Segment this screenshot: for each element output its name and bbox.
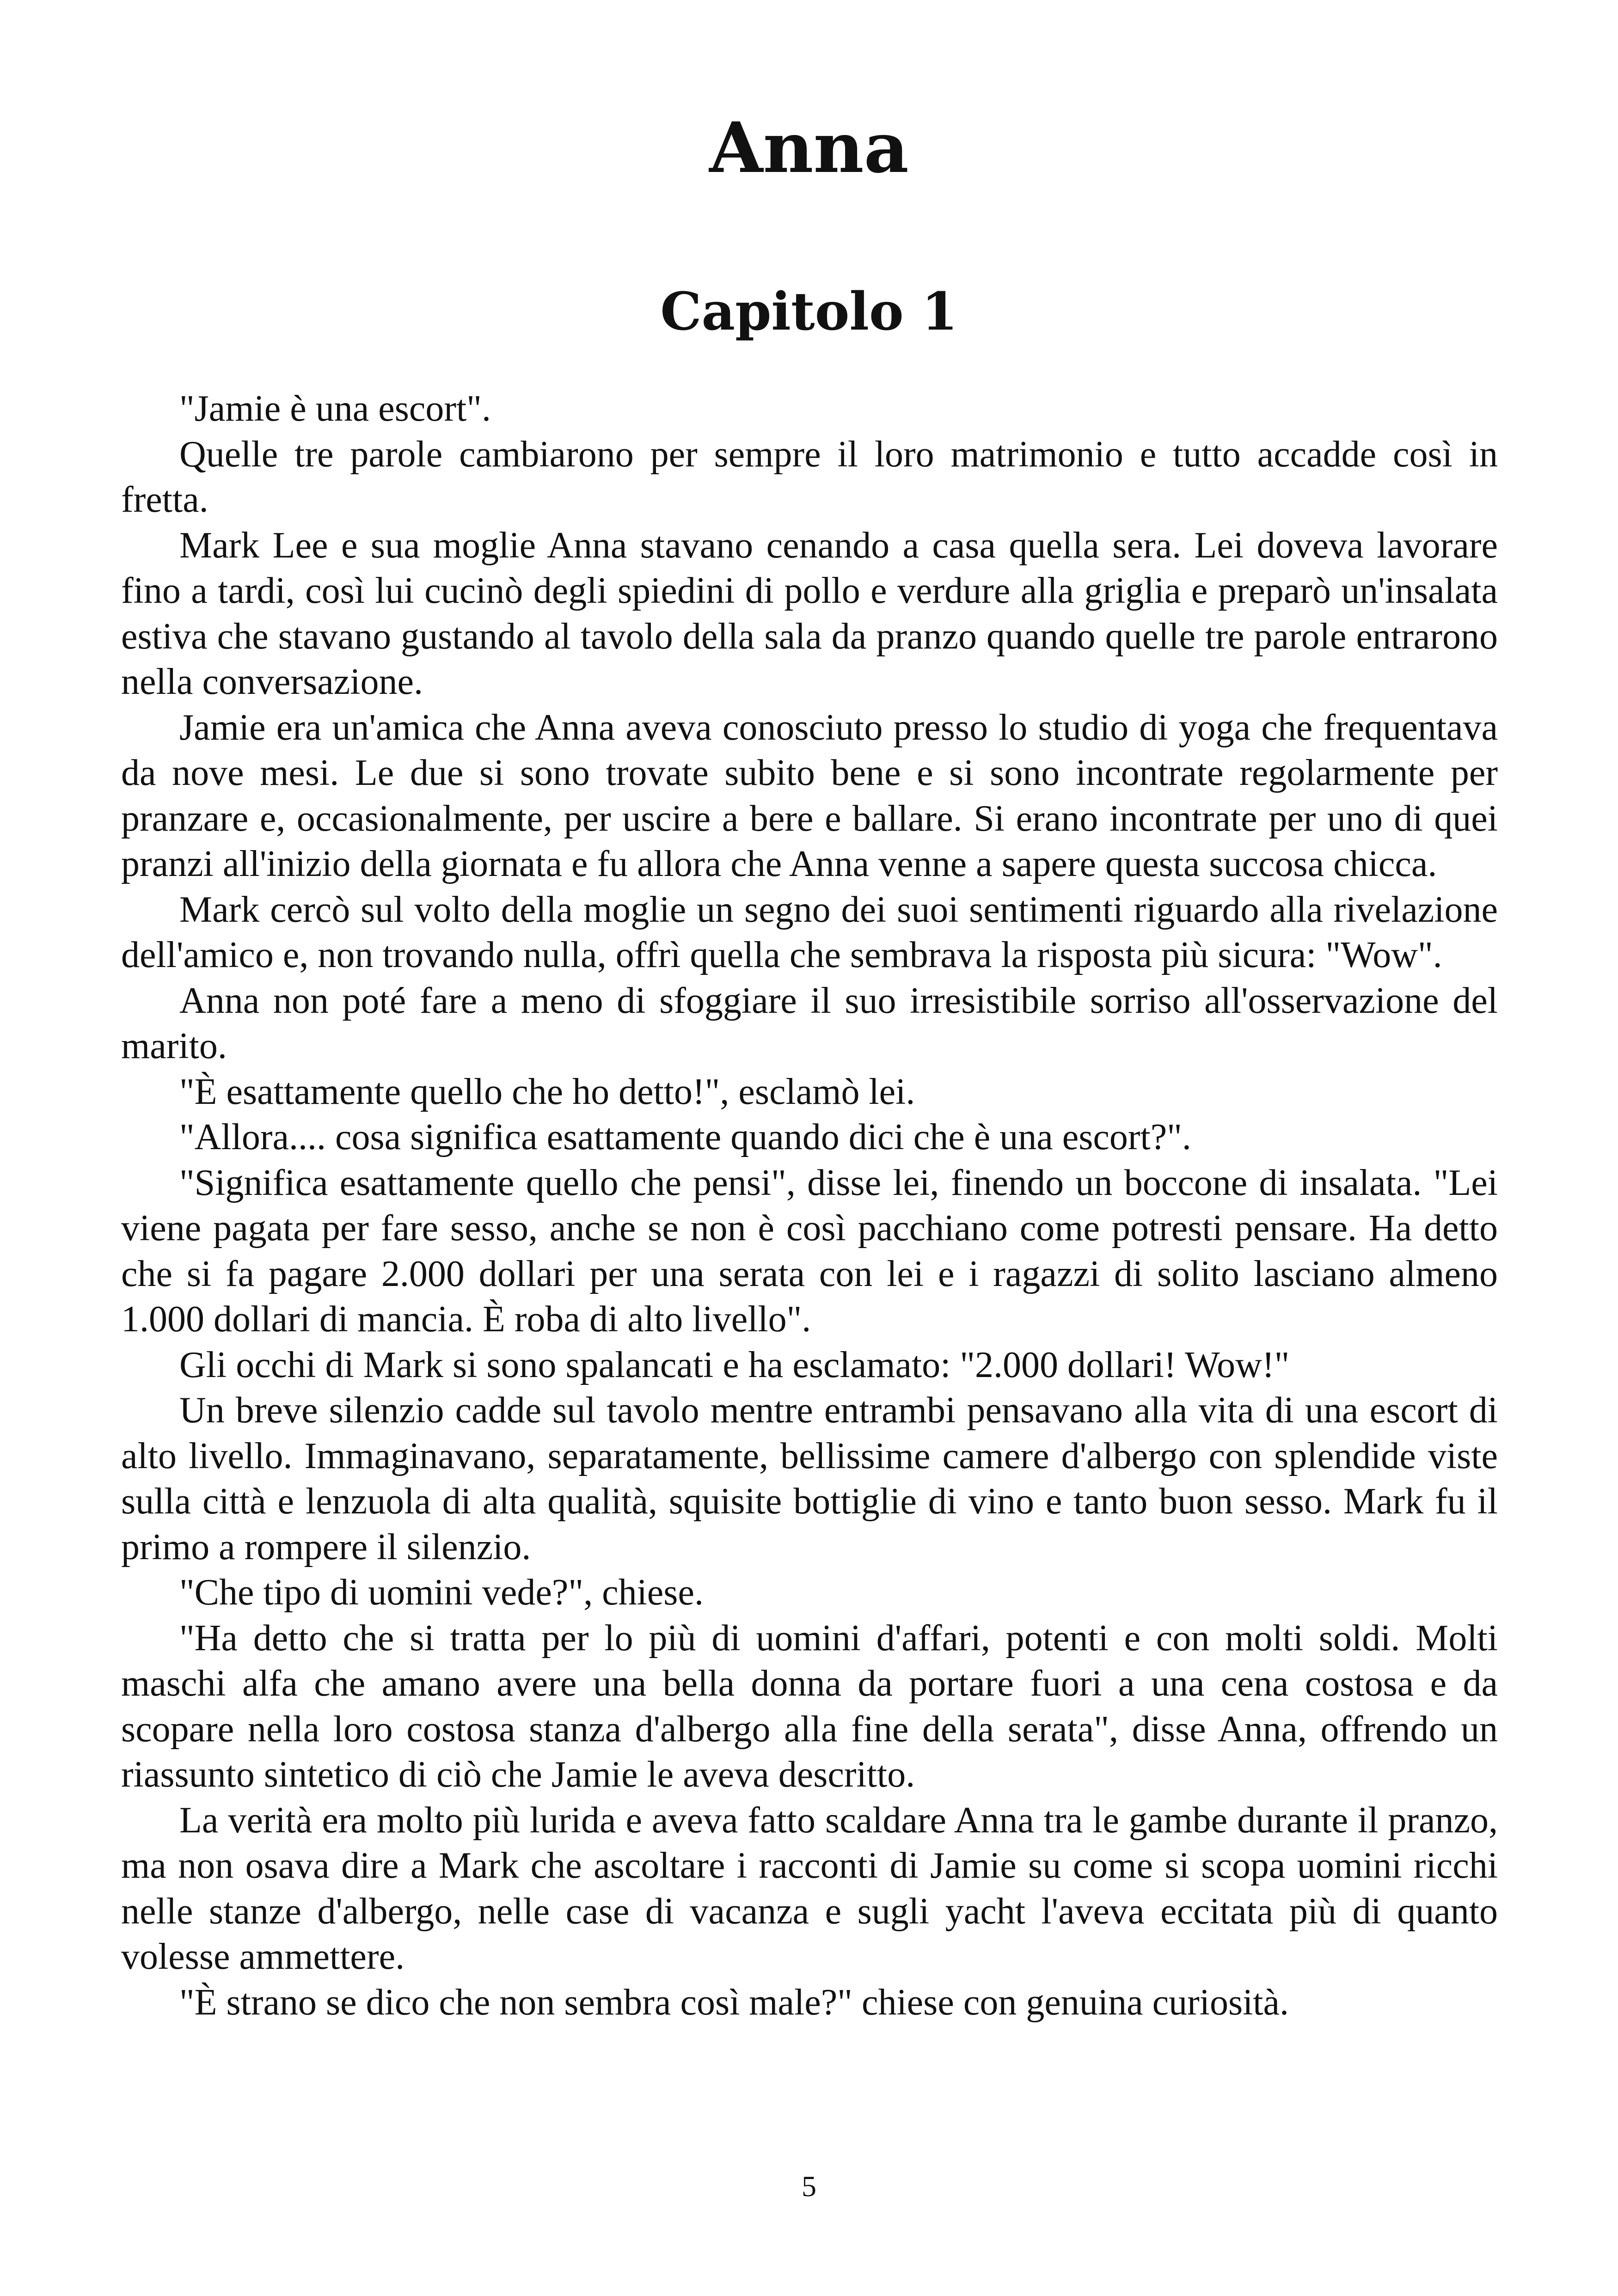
paragraph: Anna non poté fare a meno di sfoggiare il suo irresistibile sorriso all'osservazione del marito. bbox=[121, 980, 1498, 1066]
chapter-body bbox=[121, 386, 1498, 2025]
paragraph: "È esattamente quello che ho detto!", esclamò lei. bbox=[179, 1071, 915, 1112]
paragraph: "Significa esattamente quello che pensi", disse lei, finendo un boccone di insalata. "Lei viene pagata per fare sesso, anche se non è così pacchiano come potresti pensare. Ha detto che si fa pagare 2.000 dollari per una serata con lei e i ragazzi di solito lasciano almeno 1.000 dollari di mancia. È roba di alto livello". bbox=[121, 1162, 1498, 1340]
paragraph: "Che tipo di uomini vede?", chiese. bbox=[179, 1572, 704, 1613]
paragraph: Mark cercò sul volto della moglie un segno dei suoi sentimenti riguardo alla rivelazione dell'amico e, non trovando nulla, offrì quella che sembrava la risposta più sicura: "Wow". bbox=[121, 889, 1498, 975]
chapter-title: Capitolo 1 bbox=[660, 282, 958, 342]
page-number: 5 bbox=[802, 2170, 816, 2203]
paragraph: La verità era molto più lurida e aveva fatto scaldare Anna tra le gambe durante il pranzo, ma non osava dire a Mark che ascoltare i racconti di Jamie su come si scopa uomini ricchi nelle stanze d'albergo, nelle case di vacanza e sugli yacht l'aveva eccitata più di quanto volesse ammettere. bbox=[121, 1800, 1498, 1977]
book-title: Anna bbox=[709, 107, 909, 189]
paragraph: "Ha detto che si tratta per lo più di uomini d'affari, potenti e con molti soldi. Molti maschi alfa che amano avere una bella donna da portare fuori a una cena costosa e da scopare nella loro costosa stanza d'albergo alla fine della serata", disse Anna, offrendo un riassunto sintetico di ciò che Jamie le aveva descritto. bbox=[121, 1617, 1498, 1795]
paragraph: Gli occhi di Mark si sono spalancati e ha esclamato: "2.000 dollari! Wow!" bbox=[179, 1344, 1290, 1385]
paragraph: Mark Lee e sua moglie Anna stavano cenando a casa quella sera. Lei doveva lavorare fino a tardi, così lui cucinò degli spiedini di pollo e verdure alla griglia e preparò un'insalata estiva che stavano gustando al tavolo della sala da pranzo quando quelle tre parole entrarono nella conversazione. bbox=[121, 525, 1498, 702]
paragraph: Jamie era un'amica che Anna aveva conosciuto presso lo studio di yoga che frequentava da nove mesi. Le due si sono trovate subito bene e si sono incontrate regolarmente per pranzare e, occasionalmente, per uscire a bere e ballare. Si erano incontrate per uno di quei pranzi all'inizio della giornata e fu allora che Anna venne a sapere questa succosa chicca. bbox=[121, 707, 1498, 884]
paragraph: "È strano se dico che non sembra così male?" chiese con genuina curiosità. bbox=[179, 1982, 1289, 2023]
paragraph: Un breve silenzio cadde sul tavolo mentre entrambi pensavano alla vita di una escort di alto livello. Immaginavano, separatamente, bellissime camere d'albergo con splendide viste sulla città e lenzuola di alta qualità, squisite bottiglie di vino e tanto buon sesso. Mark fu il primo a rompere il silenzio. bbox=[121, 1390, 1498, 1567]
paragraph: "Allora.... cosa significa esattamente quando dici che è una escort?". bbox=[179, 1117, 1191, 1157]
paragraph: Quelle tre parole cambiarono per sempre il loro matrimonio e tutto accadde così in fretta. bbox=[121, 434, 1498, 520]
paragraph: "Jamie è una escort". bbox=[179, 388, 491, 429]
